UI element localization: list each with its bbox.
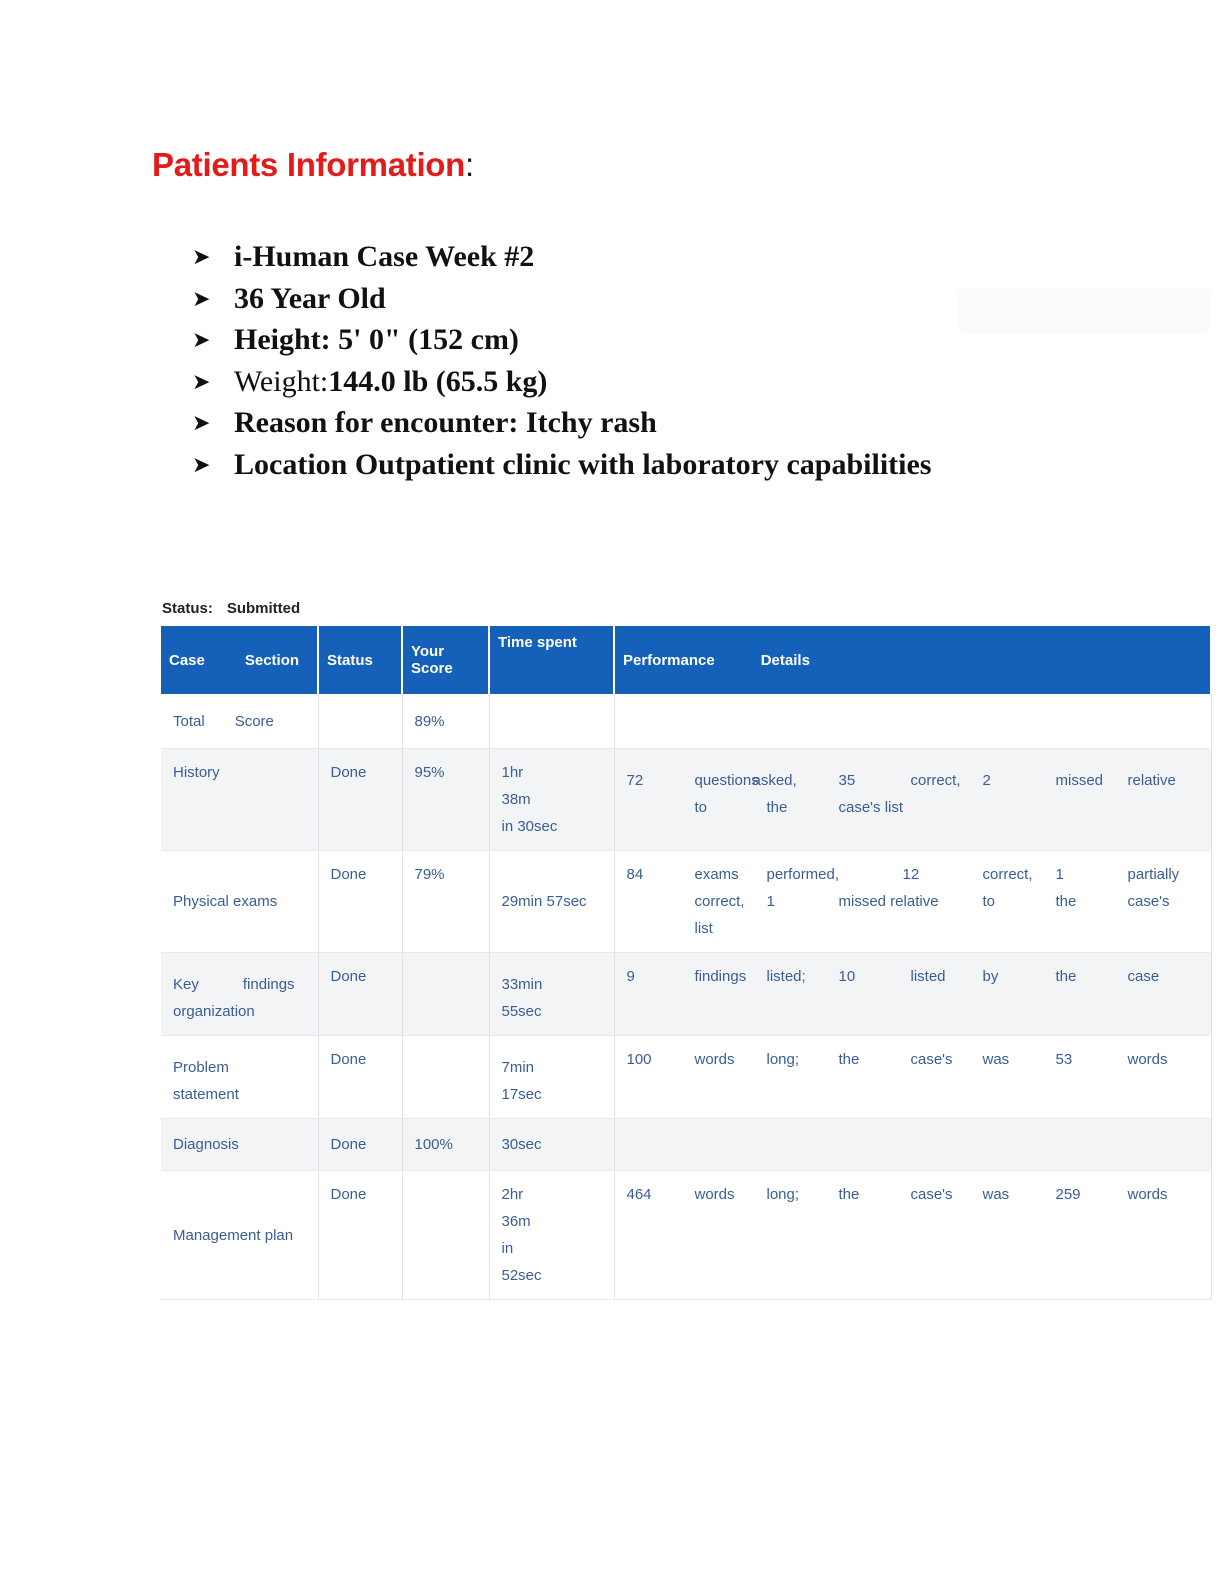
detail-word: the	[1055, 968, 1077, 985]
header-case: Case	[169, 651, 205, 669]
reason-label: Reason for encounter	[234, 406, 509, 439]
status-value: Submitted	[226, 600, 301, 617]
detail-word: performed,	[766, 866, 840, 883]
cell-section	[161, 694, 318, 749]
detail-word: findings	[694, 968, 747, 985]
patient-info-list	[192, 236, 932, 485]
cell-section: History	[161, 749, 318, 851]
cell-section: Management plan	[161, 1171, 318, 1300]
header-score-line1: Your	[411, 643, 445, 660]
cell-time: 30sec	[489, 1119, 614, 1171]
detail-word: case's	[910, 1051, 953, 1068]
section-text: Key	[173, 976, 199, 993]
detail-word: case's list	[838, 799, 904, 816]
detail-word: the	[766, 799, 788, 816]
list-item	[192, 444, 932, 486]
page-title	[152, 146, 474, 184]
performance-value: 100	[626, 1051, 652, 1068]
time-part: 52sec	[501, 1267, 542, 1284]
cell-status: Done	[318, 1171, 402, 1300]
detail-word: words	[694, 1051, 735, 1068]
arrow-bullet-icon: ➤	[192, 285, 211, 311]
cell-score	[402, 953, 489, 1036]
detail-word: words	[694, 1186, 735, 1203]
cell-details	[614, 749, 1211, 851]
cell-status: Done	[318, 1036, 402, 1119]
section-text-3: organization	[173, 1003, 255, 1020]
header-case-section	[161, 626, 318, 694]
cell-time: 29min 57sec	[489, 851, 614, 953]
table-row	[161, 1119, 1211, 1171]
case-week-text: i-Human Case Week #2	[234, 240, 535, 273]
detail-word: partially	[1127, 866, 1180, 883]
case-report-table	[161, 626, 1212, 1300]
header-details: Details	[760, 651, 810, 669]
detail-word: relative	[1127, 772, 1176, 789]
page-title-text: Patients Information	[152, 146, 466, 183]
header-score-line2: Score	[411, 660, 453, 677]
detail-word: words	[1127, 1186, 1168, 1203]
detail-word: 1	[766, 893, 775, 910]
time-part: in 30sec	[501, 818, 558, 835]
detail-word: by	[982, 968, 999, 985]
arrow-bullet-icon: ➤	[192, 368, 211, 394]
header-score	[402, 626, 489, 694]
detail-word: correct,	[694, 893, 745, 910]
list-item	[192, 361, 932, 403]
cell-section: Diagnosis	[161, 1119, 318, 1171]
cell-status: Done	[318, 749, 402, 851]
detail-word: the	[1055, 893, 1077, 910]
detail-word: list	[694, 920, 713, 937]
cell-time	[489, 1036, 614, 1119]
arrow-bullet-icon: ➤	[192, 244, 211, 269]
cell-time	[489, 694, 614, 749]
detail-word: correct,	[910, 772, 961, 789]
time-part: 7min	[501, 1059, 535, 1076]
performance-value: 84	[626, 866, 644, 883]
detail-word: long;	[766, 1186, 800, 1203]
detail-word: listed;	[766, 968, 806, 985]
detail-word: questions	[694, 772, 759, 789]
detail-word: long;	[766, 1051, 800, 1068]
time-part: in	[501, 1240, 514, 1257]
cell-score	[402, 1171, 489, 1300]
section-text-2: statement	[173, 1086, 239, 1103]
performance-value: 9	[626, 968, 635, 985]
cell-status	[318, 694, 402, 749]
detail-word: missed	[1055, 772, 1104, 789]
time-part: 2hr	[501, 1186, 524, 1203]
detail-word: missed relative	[838, 893, 939, 910]
detail-word: case's	[1127, 893, 1170, 910]
cell-score	[402, 1036, 489, 1119]
cell-details	[614, 1119, 1211, 1171]
detail-word: the	[838, 1186, 860, 1203]
table-row	[161, 749, 1211, 851]
faded-watermark	[958, 288, 1210, 334]
cell-time	[489, 953, 614, 1036]
status-line	[162, 600, 300, 617]
detail-word: was	[982, 1186, 1010, 1203]
details-text	[627, 1181, 1199, 1208]
detail-word: listed	[910, 968, 946, 985]
detail-word: 259	[1055, 1186, 1081, 1203]
cell-time	[489, 749, 614, 851]
detail-word: words	[1127, 1051, 1168, 1068]
cell-details	[614, 1036, 1211, 1119]
cell-details	[614, 953, 1211, 1036]
cell-score: 89%	[402, 694, 489, 749]
header-time: Time spent	[489, 626, 614, 694]
time-part: 17sec	[501, 1086, 542, 1103]
list-item	[192, 278, 932, 320]
table-row	[161, 694, 1211, 749]
section-text-2: Score	[234, 712, 274, 730]
section-text: Problem	[173, 1059, 229, 1076]
cell-details	[614, 851, 1211, 953]
list-item	[192, 319, 932, 361]
table-row	[161, 851, 1211, 953]
details-text	[627, 1046, 1199, 1073]
cell-status: Done	[318, 953, 402, 1036]
section-text-2: findings	[242, 976, 295, 993]
detail-word: 35	[838, 772, 856, 789]
detail-word: 10	[838, 968, 856, 985]
table-row	[161, 1171, 1211, 1300]
header-section: Section	[244, 651, 300, 669]
header-performance-details	[614, 626, 1211, 694]
header-performance: Performance	[623, 651, 715, 669]
table-row	[161, 953, 1211, 1036]
detail-word: 12	[902, 866, 920, 883]
cell-status: Done	[318, 1119, 402, 1171]
status-label: Status:	[162, 600, 213, 617]
detail-word: to	[694, 799, 708, 816]
cell-status: Done	[318, 851, 402, 953]
details-text	[627, 767, 1199, 821]
weight-label: Weight:	[234, 364, 329, 398]
cell-time	[489, 1171, 614, 1300]
performance-value: 464	[626, 1186, 652, 1203]
title-colon: :	[465, 146, 474, 183]
cell-section	[161, 1036, 318, 1119]
location-text: Location Outpatient clinic with laboratory capabilities	[234, 447, 932, 481]
cell-details	[614, 694, 1211, 749]
detail-word: correct,	[982, 866, 1033, 883]
cell-score: 79%	[402, 851, 489, 953]
arrow-bullet-icon: ➤	[192, 327, 211, 352]
arrow-bullet-icon: ➤	[192, 410, 211, 435]
detail-word: 2	[982, 772, 991, 789]
table-row	[161, 1036, 1211, 1119]
table-header-row	[161, 626, 1211, 694]
header-status: Status	[318, 626, 402, 694]
height-text: Height: 5' 0" (152 cm)	[234, 323, 519, 356]
weight-value: 144.0 lb (65.5 kg)	[328, 364, 548, 398]
arrow-bullet-icon: ➤	[192, 451, 211, 477]
section-text: Total	[173, 712, 205, 730]
cell-details	[614, 1171, 1211, 1300]
time-part: 55sec	[501, 1003, 542, 1020]
time-part: 33min	[501, 976, 543, 993]
detail-word: case	[1127, 968, 1160, 985]
detail-word: 53	[1055, 1051, 1073, 1068]
detail-word: the	[838, 1051, 860, 1068]
list-item	[192, 402, 932, 444]
detail-word: was	[982, 1051, 1010, 1068]
details-text	[627, 963, 1199, 990]
time-part: 36m	[501, 1213, 531, 1230]
reason-value: : Itchy rash	[508, 406, 657, 439]
time-part: 1hr	[501, 764, 524, 781]
detail-word: case's	[910, 1186, 953, 1203]
cell-section: Physical exams	[161, 851, 318, 953]
detail-word: 1	[1055, 866, 1064, 883]
time-part: 38m	[501, 791, 531, 808]
cell-score: 100%	[402, 1119, 489, 1171]
performance-value: 72	[626, 772, 644, 789]
cell-score: 95%	[402, 749, 489, 851]
cell-section	[161, 953, 318, 1036]
age-text: 36 Year Old	[234, 281, 386, 315]
detail-word: to	[982, 893, 996, 910]
detail-word: exams	[694, 866, 739, 883]
list-item	[192, 236, 932, 278]
details-text	[627, 861, 1199, 942]
detail-word: asked,	[752, 772, 797, 789]
